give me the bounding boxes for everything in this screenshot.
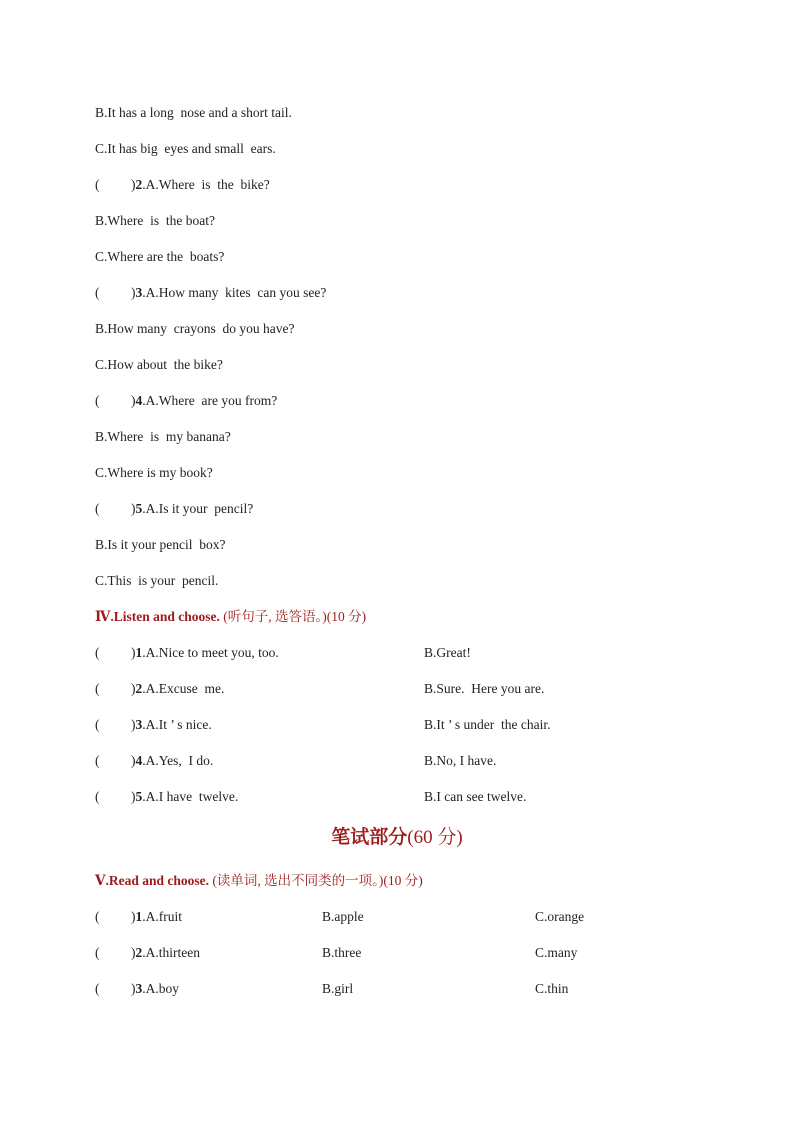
answer-blank[interactable]: ( [95, 981, 100, 996]
answer-blank[interactable]: ( [95, 681, 100, 696]
q3-option-b: B.How many crayons do you have? [95, 321, 295, 336]
written-part-heading: 笔试部分(60 分) [331, 827, 463, 848]
s5-item-2-option-b: B.three [322, 945, 362, 960]
answer-blank[interactable]: ( [95, 753, 100, 768]
q3-option-c: C.How about the bike? [95, 357, 223, 372]
q3-row: ( )3.A.How many kites can you see? [95, 285, 327, 300]
s5-item-3-option-b: B.girl [322, 981, 354, 996]
s4-item-3: ( )3.A.It ’ s nice. [95, 717, 212, 732]
s5-item-1-option-b: B.apple [322, 909, 364, 924]
q5-option-c: C.This is your pencil. [95, 573, 219, 588]
s4-item-5-option-b: B.I can see twelve. [424, 789, 527, 804]
q4-option-c: C.Where is my book? [95, 465, 213, 480]
s4-item-1: ( )1.A.Nice to meet you, too. [95, 645, 279, 660]
s5-item-2-option-c: C.many [535, 945, 578, 960]
q3-option-a: A.How many kites can you see? [145, 285, 327, 300]
s4-item-4: ( )4.A.Yes, I do. [95, 753, 214, 768]
s4-item-4-option-b: B.No, I have. [424, 753, 497, 768]
s5-item-3: ( )3.A.boy [95, 981, 179, 996]
section-5-heading: Ⅴ.Read and choose. (读单词, 选出不同类的一项。)(10 分) [95, 873, 423, 888]
answer-blank[interactable]: ( [95, 717, 100, 732]
q4-row: ( )4.A.Where are you from? [95, 393, 278, 408]
q5-option-a: A.Is it your pencil? [145, 501, 254, 516]
answer-blank[interactable]: ( [95, 945, 100, 960]
section-4-heading: Ⅳ.Listen and choose. (听句子, 选答语。)(10 分) [95, 609, 367, 624]
q4-option-a: A.Where are you from? [145, 393, 278, 408]
answer-blank[interactable]: ( [95, 285, 100, 300]
s5-item-3-option-c: C.thin [535, 981, 569, 996]
answer-blank[interactable]: ( [95, 501, 100, 516]
q5-row: ( )5.A.Is it your pencil? [95, 501, 254, 516]
answer-blank[interactable]: ( [95, 393, 100, 408]
s5-item-2: ( )2.A.thirteen [95, 945, 200, 960]
s4-item-2: ( )2.A.Excuse me. [95, 681, 225, 696]
q2-option-c: C.Where are the boats? [95, 249, 225, 264]
q5-option-b: B.Is it your pencil box? [95, 537, 226, 552]
q1-option-b: B.It has a long nose and a short tail. [95, 105, 292, 120]
s5-item-1: ( )1.A.fruit [95, 909, 182, 924]
answer-blank[interactable]: ( [95, 909, 100, 924]
q4-option-b: B.Where is my banana? [95, 429, 231, 444]
answer-blank[interactable]: ( [95, 789, 100, 804]
q1-option-c: C.It has big eyes and small ears. [95, 141, 276, 156]
s5-item-1-option-c: C.orange [535, 909, 585, 924]
answer-blank[interactable]: ( [95, 177, 100, 192]
q2-row: ( )2.A.Where is the bike? [95, 177, 270, 192]
s4-item-3-option-b: B.It ’ s under the chair. [424, 717, 551, 732]
s4-item-5: ( )5.A.I have twelve. [95, 789, 239, 804]
s4-item-2-option-b: B.Sure. Here you are. [424, 681, 545, 696]
s4-item-1-option-b: B.Great! [424, 645, 471, 660]
answer-blank[interactable]: ( [95, 645, 100, 660]
q2-option-a: A.Where is the bike? [145, 177, 270, 192]
q2-option-b: B.Where is the boat? [95, 213, 215, 228]
